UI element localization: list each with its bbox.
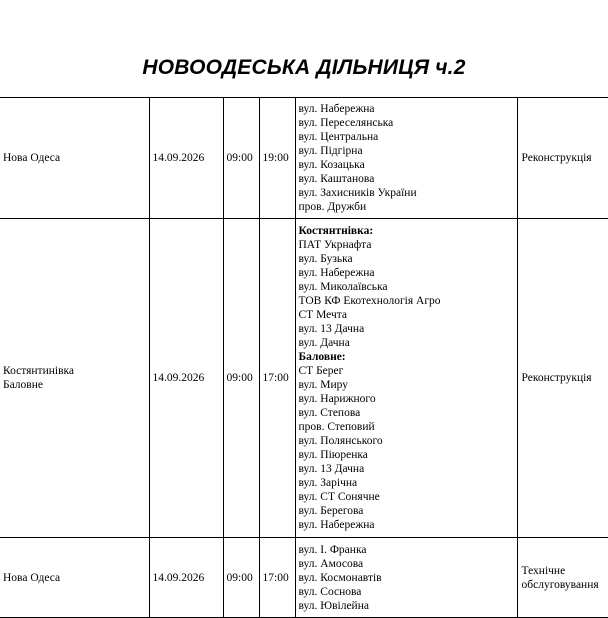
- end-time-cell: 17:00: [259, 538, 295, 618]
- street-item: вул. Амосова: [298, 557, 364, 570]
- street-item: вул. Зарічна: [298, 477, 358, 489]
- settlement-name: Нова Одеса: [3, 571, 61, 584]
- street-item: вул. Набережна: [298, 267, 375, 279]
- street-item: вул. Космонавтів: [298, 571, 382, 584]
- settlement-cell: [0, 538, 149, 618]
- street-item: пров. Степовий: [298, 421, 375, 433]
- street-item: СТ Берег: [298, 365, 344, 377]
- start-time-cell: 09:00: [223, 98, 259, 219]
- table-row: [0, 219, 608, 538]
- street-item: вул. 13 Дачна: [298, 463, 365, 475]
- street-item: вул. Соснова: [298, 585, 362, 598]
- end-time-cell: 19:00: [259, 98, 295, 219]
- street-item: вул. Дачна: [298, 337, 350, 349]
- date-cell: 14.09.2026: [149, 538, 223, 618]
- street-item: вул. Нарижного: [298, 393, 376, 405]
- settlement-name: Костянтинівка: [3, 365, 75, 377]
- locality-heading: Баловне:: [298, 351, 346, 363]
- date-cell: 14.09.2026: [149, 219, 223, 538]
- street-item: ПАТ Укрнафта: [298, 239, 372, 251]
- street-item: вул. Берегова: [298, 505, 364, 517]
- start-time-cell: 09:00: [223, 219, 259, 538]
- streets-cell: [295, 538, 517, 618]
- street-item: вул. Захисників України: [298, 187, 417, 199]
- settlement-cell: [0, 98, 149, 219]
- start-time-cell: 09:00: [223, 538, 259, 618]
- street-item: вул. Козацька: [298, 159, 365, 171]
- street-item: вул. Бузька: [298, 253, 353, 265]
- street-item: вул. Каштанова: [298, 173, 375, 185]
- end-time-cell: 17:00: [259, 219, 295, 538]
- street-item: вул. СТ Сонячне: [298, 491, 380, 503]
- outage-schedule-table: [0, 97, 608, 618]
- street-item: вул. Набережна: [298, 519, 375, 531]
- street-item: ТОВ КФ Екотехнологія Агро: [298, 295, 441, 307]
- settlement-name: Нова Одеса: [3, 152, 61, 164]
- schedule-body: [0, 98, 608, 618]
- street-item: пров. Дружби: [298, 201, 367, 213]
- reason-cell: Реконструкція: [517, 219, 608, 538]
- settlement-cell: [0, 219, 149, 538]
- street-item: вул. Переселянська: [298, 117, 394, 129]
- street-item: вул. Полянського: [298, 435, 383, 447]
- table-row: [0, 98, 608, 219]
- street-item: вул. Степова: [298, 407, 361, 419]
- street-item: вул. 13 Дачна: [298, 323, 365, 335]
- street-item: вул. Миру: [298, 379, 348, 391]
- street-item: вул. Набережна: [298, 103, 375, 115]
- street-item: вул. Миколаївська: [298, 281, 388, 293]
- street-item: вул. І. Франка: [298, 543, 367, 556]
- streets-cell: [295, 219, 517, 538]
- street-item: вул. Ювілейна: [298, 599, 369, 612]
- streets-cell: [295, 98, 517, 219]
- page-title: НОВООДЕСЬКА ДІЛЬНИЦЯ ч.2: [142, 56, 466, 79]
- date-cell: 14.09.2026: [149, 98, 223, 219]
- reason-cell: Реконструкція: [517, 98, 608, 219]
- locality-heading: Костянтнівка:: [298, 225, 374, 237]
- reason-cell: Технічне обслуговування: [517, 538, 608, 618]
- street-item: вул. Підгірна: [298, 145, 363, 157]
- street-item: вул. Піюренка: [298, 449, 368, 461]
- street-item: вул. Центральна: [298, 131, 379, 143]
- street-item: СТ Мечта: [298, 309, 348, 321]
- settlement-name: Баловне: [3, 379, 43, 391]
- table-row: [0, 538, 608, 618]
